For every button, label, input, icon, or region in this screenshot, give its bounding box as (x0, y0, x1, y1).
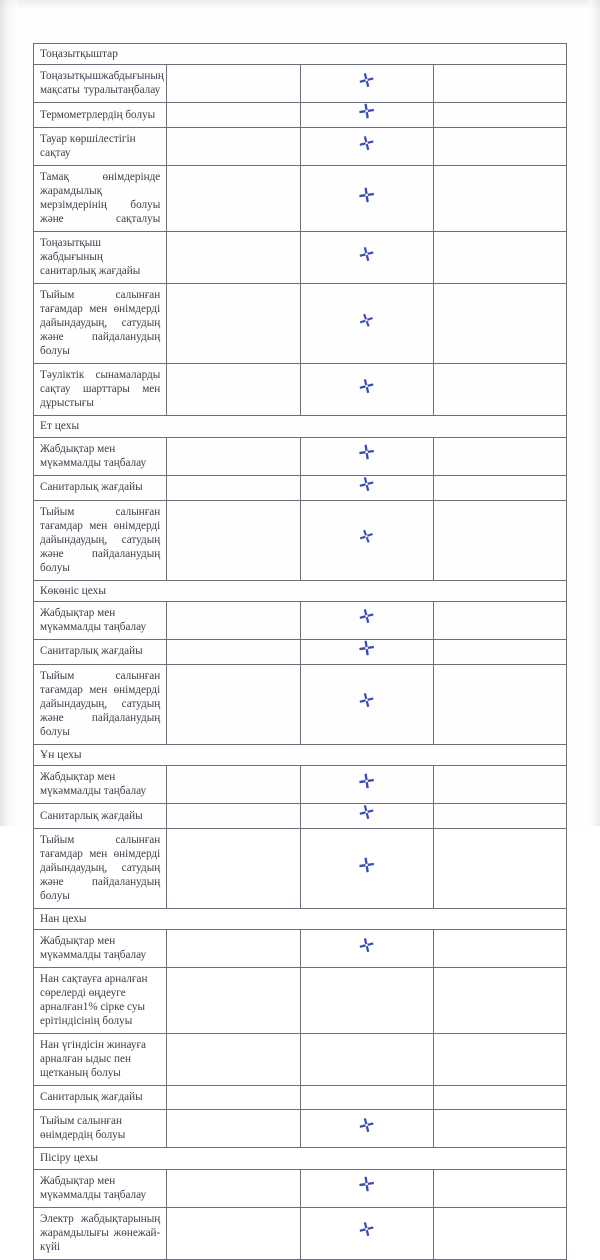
table-row (34, 1086, 567, 1110)
check-mark-icon: ✛ (356, 69, 377, 94)
criterion-label: Тауар көршілестігін сақтау (34, 128, 167, 166)
criterion-label: Тыйым салынған тағамдар мен өнімдерді дайындаудың, сатудың және пайдаланудың болуы (34, 829, 167, 909)
table-row (34, 639, 567, 664)
check-mark-icon: ✛ (355, 525, 377, 550)
criterion-label: Нан сақтауға арналған сөрелерді өңдеуге арналған1% сірке суы ерітіндісінің болуы (34, 968, 167, 1034)
column-b-cell[interactable] (167, 166, 300, 232)
check-cell[interactable] (300, 1034, 433, 1086)
check-mark-icon: ✛ (356, 689, 377, 714)
section-header-row (34, 744, 567, 765)
section-title: Тоңазытқыштар (34, 44, 567, 65)
check-cell[interactable] (300, 601, 433, 639)
column-d-cell[interactable] (433, 437, 566, 475)
checklist-sheet (33, 43, 567, 1260)
column-d-cell[interactable] (433, 1034, 566, 1086)
check-mark-icon: ✛ (356, 1173, 377, 1198)
criterion-label: Термометрлердің болуы (34, 103, 167, 128)
criterion-label: Санитарлық жағдайы (34, 639, 167, 664)
check-cell[interactable] (300, 664, 433, 744)
criterion-label: Жабдықтар мен мүкәммалды таңбалау (34, 601, 167, 639)
check-cell[interactable] (300, 801, 433, 829)
column-b-cell[interactable] (167, 804, 300, 829)
table-row (34, 475, 567, 500)
section-title: Пісіру цехы (34, 1148, 567, 1169)
column-b-cell[interactable] (167, 500, 300, 580)
scan-edge-top (0, 0, 600, 10)
check-mark-icon: ✛ (356, 853, 377, 879)
table-row (34, 1110, 567, 1148)
table-row (34, 829, 567, 909)
table-row (34, 664, 567, 744)
table-row (34, 804, 567, 829)
column-d-cell[interactable] (433, 1169, 566, 1207)
criterion-label: Тыйым салынған тағамдар мен өнімдерді дайындаудың, сатудың және пайдаланудың болуы (34, 664, 167, 744)
check-mark-icon: ✛ (356, 801, 377, 826)
section-header-row (34, 1148, 567, 1169)
criterion-label: Тоңазытқыш жабдығының санитарлық жағдайы (34, 232, 167, 284)
section-title: Көкөніс цехы (34, 580, 567, 601)
criterion-label: Санитарлық жағдайы (34, 475, 167, 500)
criterion-label: Жабдықтар мен мүкәммалды таңбалау (34, 437, 167, 475)
column-d-cell[interactable] (433, 664, 566, 744)
check-cell[interactable] (300, 639, 433, 664)
column-b-cell[interactable] (167, 1110, 300, 1148)
column-b-cell[interactable] (167, 475, 300, 500)
column-b-cell[interactable] (167, 364, 300, 416)
scan-edge-right (588, 0, 600, 826)
check-mark-icon: ✛ (356, 375, 377, 400)
column-d-cell[interactable] (433, 65, 566, 103)
checklist-table (33, 43, 567, 1260)
check-mark-icon: ✛ (356, 184, 377, 209)
check-cell[interactable] (300, 766, 433, 804)
criterion-label: Тамақ өнімдерінде жарамдылық мерзімдерінің болуы және сақталуы (34, 166, 167, 232)
check-cell[interactable] (300, 100, 433, 128)
check-cell[interactable] (300, 437, 433, 475)
check-cell[interactable] (300, 284, 433, 364)
column-b-cell[interactable] (167, 232, 300, 284)
column-d-cell[interactable] (433, 475, 566, 500)
check-mark-icon: ✛ (356, 472, 377, 498)
column-d-cell[interactable] (433, 930, 566, 968)
column-b-cell[interactable] (167, 437, 300, 475)
check-cell[interactable] (300, 1110, 433, 1148)
column-d-cell[interactable] (433, 968, 566, 1034)
section-header-row (34, 580, 567, 601)
table-row (34, 284, 567, 364)
column-b-cell[interactable] (167, 284, 300, 364)
column-b-cell[interactable] (167, 1169, 300, 1207)
column-b-cell[interactable] (167, 1086, 300, 1110)
check-cell[interactable] (300, 1086, 433, 1110)
scan-edge-left (0, 0, 18, 826)
check-cell[interactable] (300, 65, 433, 103)
column-b-cell[interactable] (167, 601, 300, 639)
column-b-cell[interactable] (167, 639, 300, 664)
column-d-cell[interactable] (433, 601, 566, 639)
check-mark-icon: ✛ (355, 309, 377, 334)
check-mark-icon: ✛ (356, 1218, 377, 1243)
criterion-label: Тыйым салынған тағамдар мен өнімдерді дайындаудың, сатудың және пайдаланудың болуы (34, 500, 167, 580)
column-b-cell[interactable] (167, 664, 300, 744)
check-mark-icon: ✛ (356, 100, 377, 125)
column-d-cell[interactable] (433, 1207, 566, 1259)
table-row (34, 65, 567, 103)
table-row (34, 437, 567, 475)
criterion-label: Тыйым салынған тағамдар мен өнімдерді дайындаудың, сатудың және пайдаланудың болуы (34, 284, 167, 364)
check-mark-icon: ✛ (356, 934, 377, 959)
table-row (34, 968, 567, 1034)
check-mark-icon: ✛ (356, 1114, 377, 1139)
table-row (34, 128, 567, 166)
column-b-cell[interactable] (167, 766, 300, 804)
table-row (34, 766, 567, 804)
table-row (34, 930, 567, 968)
criterion-label: Тыйым салынған өнімдердің болуы (34, 1110, 167, 1148)
check-mark-icon: ✛ (356, 132, 377, 157)
section-header-row (34, 909, 567, 930)
column-d-cell[interactable] (433, 500, 566, 580)
column-b-cell[interactable] (167, 930, 300, 968)
check-mark-icon: ✛ (356, 243, 377, 268)
column-b-cell[interactable] (167, 128, 300, 166)
check-cell[interactable] (300, 364, 433, 416)
check-mark-icon: ✛ (356, 605, 377, 630)
column-d-cell[interactable] (433, 232, 566, 284)
table-row (34, 103, 567, 128)
check-cell[interactable] (300, 166, 433, 232)
column-b-cell[interactable] (167, 65, 300, 103)
column-d-cell[interactable] (433, 829, 566, 909)
section-title: Ет цехы (34, 416, 567, 437)
column-d-cell[interactable] (433, 804, 566, 829)
column-d-cell[interactable] (433, 1110, 566, 1148)
section-title: Нан цехы (34, 909, 567, 930)
check-cell[interactable] (300, 1207, 433, 1259)
table-row (34, 364, 567, 416)
check-cell[interactable] (300, 232, 433, 284)
criterion-label: Электр жабдықтарының жарамдылығы жөнежай-күйі (34, 1207, 167, 1259)
check-mark-icon: ✛ (356, 441, 377, 466)
column-d-cell[interactable] (433, 284, 566, 364)
section-header-row (34, 44, 567, 65)
check-cell[interactable] (300, 1169, 433, 1207)
table-row (34, 166, 567, 232)
criterion-label: Тәуліктік сынамаларды сақтау шарттары мен дұрыстығы (34, 364, 167, 416)
criterion-label: Жабдықтар мен мүкәммалды таңбалау (34, 766, 167, 804)
column-d-cell[interactable] (433, 166, 566, 232)
column-d-cell[interactable] (433, 639, 566, 664)
check-mark-icon: ✛ (356, 637, 377, 662)
check-cell[interactable] (300, 968, 433, 1034)
criterion-label: Санитарлық жағдайы (34, 1086, 167, 1110)
column-b-cell[interactable] (167, 1034, 300, 1086)
criterion-label: Нан үгіндісін жинауға арналған ыдыс пен щетканың болуы (34, 1034, 167, 1086)
check-cell[interactable] (300, 930, 433, 968)
column-d-cell[interactable] (433, 1086, 566, 1110)
column-b-cell[interactable] (167, 103, 300, 128)
table-row (34, 601, 567, 639)
column-b-cell[interactable] (167, 968, 300, 1034)
section-header-row (34, 416, 567, 437)
check-cell[interactable] (300, 128, 433, 166)
table-row (34, 500, 567, 580)
section-title: Ұн цехы (34, 744, 567, 765)
column-d-cell[interactable] (433, 103, 566, 128)
check-cell[interactable] (300, 500, 433, 580)
check-cell[interactable] (300, 472, 433, 500)
check-cell[interactable] (300, 829, 433, 909)
table-row (34, 1207, 567, 1259)
check-mark-icon: ✛ (356, 769, 377, 795)
table-row (34, 1034, 567, 1086)
column-d-cell[interactable] (433, 128, 566, 166)
criterion-label: Жабдықтар мен мүкәммалды таңбалау (34, 930, 167, 968)
criterion-label: Тоңазытқышжабдығының мақсаты туралытаңбалау (34, 65, 167, 103)
column-d-cell[interactable] (433, 766, 566, 804)
table-row (34, 1169, 567, 1207)
table-row (34, 232, 567, 284)
column-d-cell[interactable] (433, 364, 566, 416)
criterion-label: Жабдықтар мен мүкәммалды таңбалау (34, 1169, 167, 1207)
column-b-cell[interactable] (167, 1207, 300, 1259)
column-b-cell[interactable] (167, 829, 300, 909)
criterion-label: Санитарлық жағдайы (34, 804, 167, 829)
